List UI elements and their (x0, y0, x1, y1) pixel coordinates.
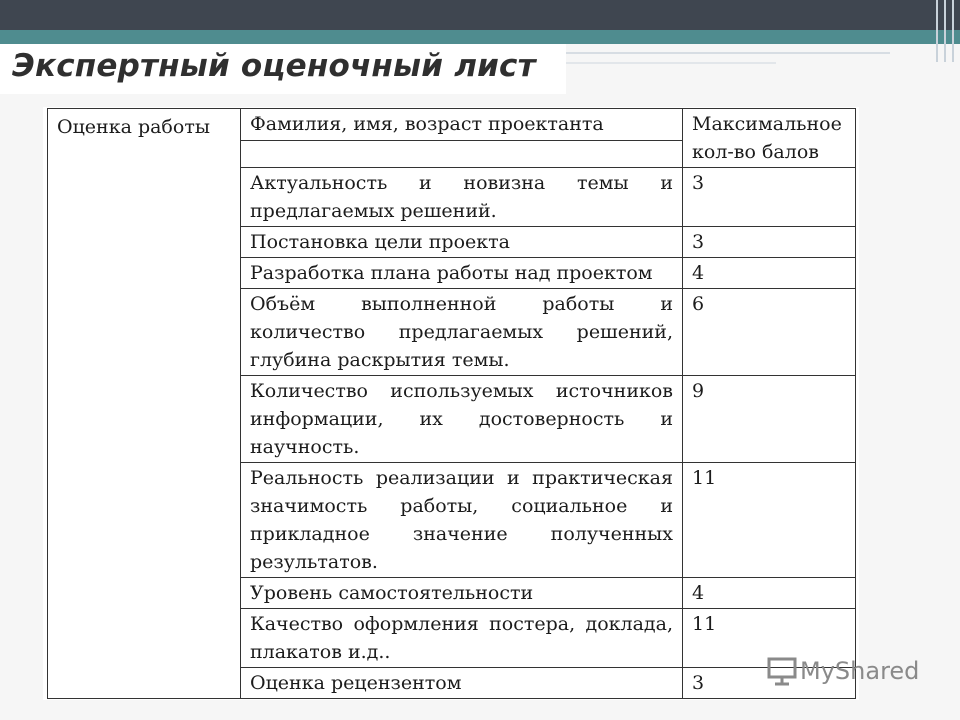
decorative-bar (944, 0, 946, 62)
criterion-cell: Качество оформления постера, доклада, плакатов и.д.. (241, 609, 683, 668)
watermark (766, 656, 919, 686)
criterion-cell: Количество используемых источников информации, их достоверность и научность. (241, 376, 683, 463)
score-cell: 4 (683, 578, 856, 609)
criterion-cell: Актуальность и новизна темы и предлагаемых решений. (241, 168, 683, 227)
accent-strip (0, 30, 960, 44)
score-cell: 11 (683, 463, 856, 578)
score-cell: 3 (683, 668, 856, 699)
column-header-max-score: Максимальное кол-во балов (683, 109, 856, 168)
score-cell: 11 (683, 609, 856, 668)
evaluation-table (47, 108, 856, 699)
participant-blank-cell (241, 140, 683, 167)
criterion-cell: Уровень самостоятельности (241, 578, 683, 609)
decorative-line (566, 52, 890, 54)
decorative-bar (952, 0, 954, 62)
watermark-text: MyShared (800, 657, 920, 685)
top-bar (0, 0, 960, 30)
decorative-bar (936, 0, 938, 62)
criterion-cell: Постановка цели проекта (241, 227, 683, 258)
score-cell: 9 (683, 376, 856, 463)
column-header-evaluation: Оценка работы (48, 109, 241, 699)
criterion-cell: Реальность реализации и практическая значимость работы, социальное и прикладное значение полученных результатов. (241, 463, 683, 578)
criterion-cell: Объём выполненной работы и количество предлагаемых решений, глубина раскрытия темы. (241, 289, 683, 376)
score-cell: 3 (683, 227, 856, 258)
presentation-icon (766, 656, 800, 686)
decorative-line (566, 62, 776, 64)
score-cell: 3 (683, 168, 856, 227)
score-cell: 6 (683, 289, 856, 376)
column-header-participant: Фамилия, имя, возраст проектанта (241, 109, 683, 141)
criterion-cell: Разработка плана работы над проектом (241, 258, 683, 289)
slide-title: Экспертный оценочный лист (12, 48, 536, 84)
score-cell: 4 (683, 258, 856, 289)
criterion-cell: Оценка рецензентом (241, 668, 683, 699)
